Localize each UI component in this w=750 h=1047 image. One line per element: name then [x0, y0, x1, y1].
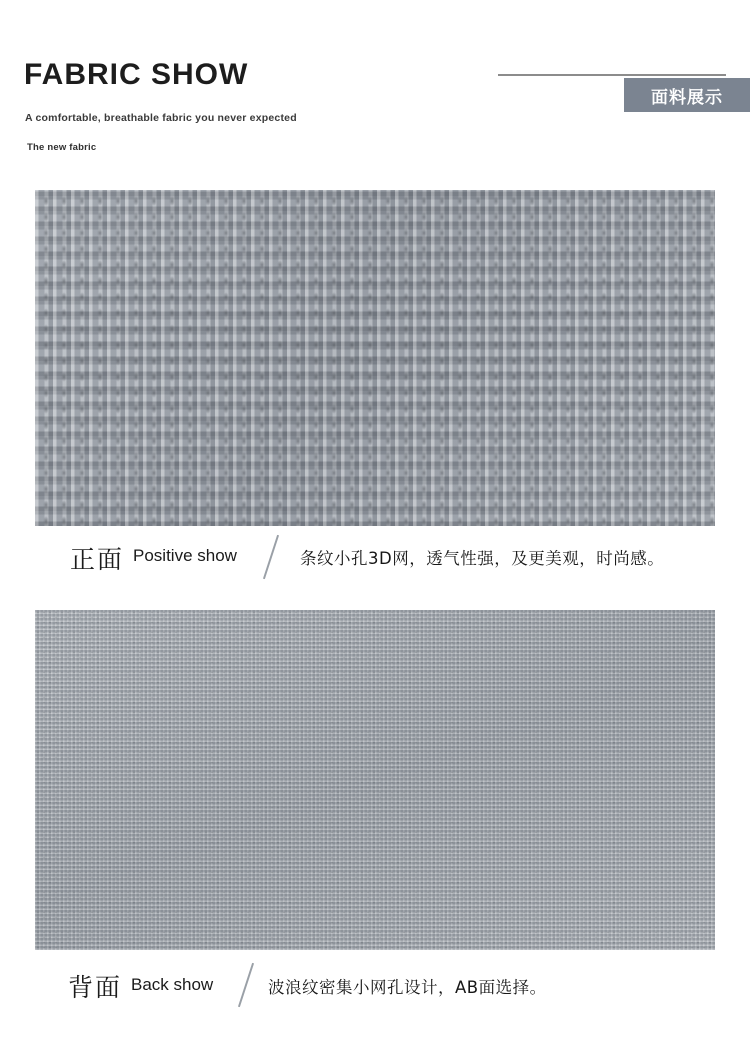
front-label-cn: 正面 [70, 545, 125, 574]
header-divider-line [498, 74, 726, 76]
page-title: FABRIC SHOW [24, 58, 249, 91]
caption-separator-slash [263, 535, 279, 579]
fabric-back-image [35, 610, 715, 950]
back-label-cn: 背面 [68, 973, 123, 1002]
page-tagline: The new fabric [27, 142, 97, 153]
back-description: 波浪纹密集小网孔设计，AB面选择。 [268, 978, 547, 997]
front-description: 条纹小孔3D网，透气性强，及更美观，时尚感。 [300, 549, 665, 568]
caption-separator-slash [238, 963, 254, 1007]
page-subtitle: A comfortable, breathable fabric you never expected [25, 112, 297, 124]
page-header [0, 0, 750, 170]
fabric-back-caption [0, 962, 750, 1012]
fabric-front-image [35, 190, 715, 526]
front-label-en: Positive show [133, 546, 237, 565]
header-badge: 面料展示 [624, 78, 750, 112]
back-label-en: Back show [131, 975, 214, 994]
fabric-front-caption [0, 534, 750, 584]
